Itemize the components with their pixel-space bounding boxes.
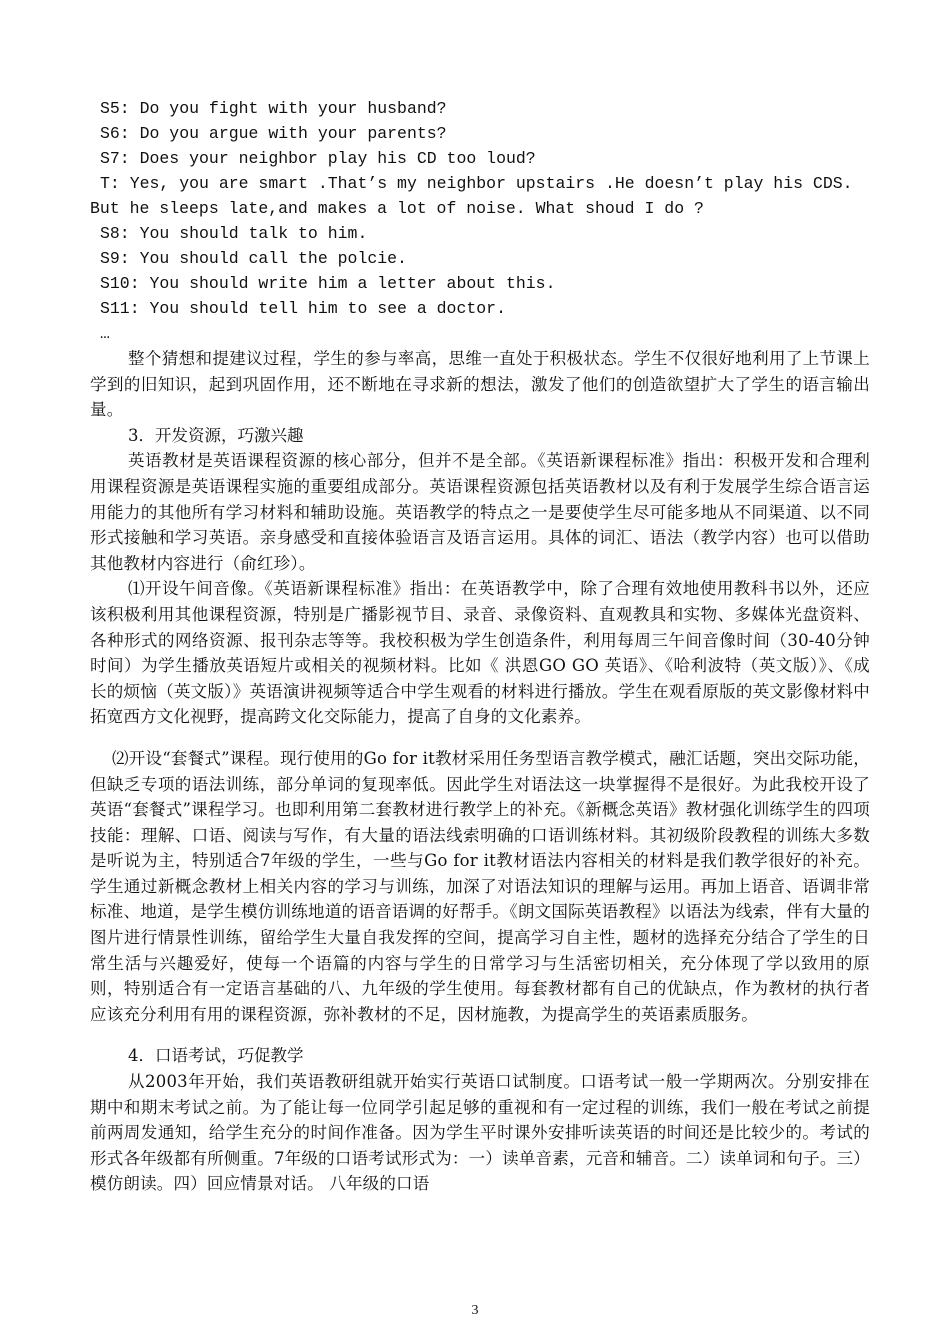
dialogue-line-s6: S6: Do you argue with your parents?: [100, 124, 447, 143]
dialogue-line-s7: S7: Does your neighbor play his CD too loud?: [100, 149, 536, 168]
section-3-intro: 英语教材是英语课程资源的核心部分，但并不是全部。《英语新课程标准》指出：积极开发和合理利用课程资源是英语课程实施的重要组成部分。英语课程资源包括英语教材以及有利于发展学生综合语言运用能力的其他所有学习材料和辅助设施。英语教学的特点之一是要使学生尽可能多地从不同渠道、以不同形式接触和学习英语。亲身感受和直接体验语言及语言运用。具体的词汇、语法（教学内容）也可以借助其他教材内容进行（俞红珍）。: [90, 451, 870, 573]
section-4-body: 从2003年开始，我们英语教研组就开始实行英语口试制度。口语考试一般一学期两次。分别安排在期中和期末考试之前。为了能让每一位同学引起足够的重视和有一定过程的训练，我们一般在考试之前提前两周发通知，给学生充分的时间作准备。因为学生平时课外安排听读英语的时间还是比较少的。考试的形式各年级都有所侧重。7年级的口语考试形式为：一）读单音素，元音和辅音。二）读单词和句子。三）模仿朗读。四）回应情景对话。 八年级的口语: [90, 1072, 870, 1194]
dialogue-line-teacher-continued: But he sleeps late,and makes a lot of noise. What shoud I do ?: [90, 199, 704, 218]
dialogue-line-s8: S8: You should talk to him.: [100, 224, 368, 243]
section-4-heading: 4．口语考试，巧促教学: [128, 1046, 304, 1066]
page-number: 3: [471, 1303, 479, 1318]
section-3-item-1: ⑴开设午间音像。《英语新课程标准》指出：在英语教学中，除了合理有效地使用教科书以外，还应该积极利用其他课程资源，特别是广播影视节目、录音、录像资料、直观教具和实物、多媒体光盘资料、各种形式的网络资源、报刊杂志等等。我校积极为学生创造条件，利用每周三午间音像时间（30-40分钟时间）为学生播放英语短片或相关的视频材料。比如《 洪恩GO GO 英语》、《哈利波特（英文版）》、《成长的烦恼（英文版）》英语演讲视频等适合中学生观看的材料进行播放。学生在观看原版的英文影像材料中拓宽西方文化视野，提高跨文化交际能力，提高了自身的文化素养。: [90, 579, 870, 727]
section-3-item-2: ⑵开设“套餐式”课程。现行使用的Go for it教材采用任务型语言教学模式，融汇话题，突出交际功能，但缺乏专项的语法训练，部分单词的复现率低。因此学生对语法这一块掌握得不是很好。为此我校开设了英语“套餐式”课程学习。也即利用第二套教材进行教学上的补充。《新概念英语》教材强化训练学生的四项技能：理解、口语、阅读与写作，有大量的语法线索明确的口语训练材料。其初级阶段教程的训练大多数是听说为主，特别适合7年级的学生，一些与Go for it教材语法内容相关的材料是我们教学很好的补充。学生通过新概念教材上相关内容的学习与训练，加深了对语法知识的理解与运用。再加上语音、语调非常标准、地道，是学生模仿训练地道的语音语调的好帮手。《朗文国际英语教程》以语法为线索，伴有大量的图片进行情景性训练，留给学生大量自我发挥的空间，提高学习自主性，题材的选择充分结合了学生的日常生活与兴趣爱好，使每一个语篇的内容与学生的日常学习与生活密切相关，充分体现了学以致用的原则，特别适合有一定语言基础的八、九年级的学生使用。每套教材都有自己的优缺点，作为教材的执行者应该充分利用有用的课程资源，弥补教材的不足，因材施教，为提高学生的英语素质服务。: [90, 748, 870, 1024]
page-content: [90, 96, 870, 1197]
dialogue-line-s9: S9: You should call the polcie.: [100, 249, 407, 268]
summary-paragraph: 整个猜想和提建议过程，学生的参与率高，思维一直处于积极状态。学生不仅很好地利用了上节课上学到的旧知识，起到巩固作用，还不断地在寻求新的想法，激发了他们的创造欲望扩大了学生的语言输出量。: [90, 349, 870, 420]
dialogue-ellipsis: …: [100, 324, 110, 343]
dialogue-line-s5: S5: Do you fight with your husband?: [100, 99, 447, 118]
dialogue-line-s11: S11: You should tell him to see a doctor.: [100, 299, 506, 318]
dialogue-line-s10: S10: You should write him a letter about this.: [100, 274, 556, 293]
dialogue-line-teacher: T: Yes, you are smart .That’s my neighbor upstairs .He doesn’t play his CDS.: [100, 174, 853, 193]
section-3-heading: 3．开发资源，巧激兴趣: [128, 425, 304, 445]
